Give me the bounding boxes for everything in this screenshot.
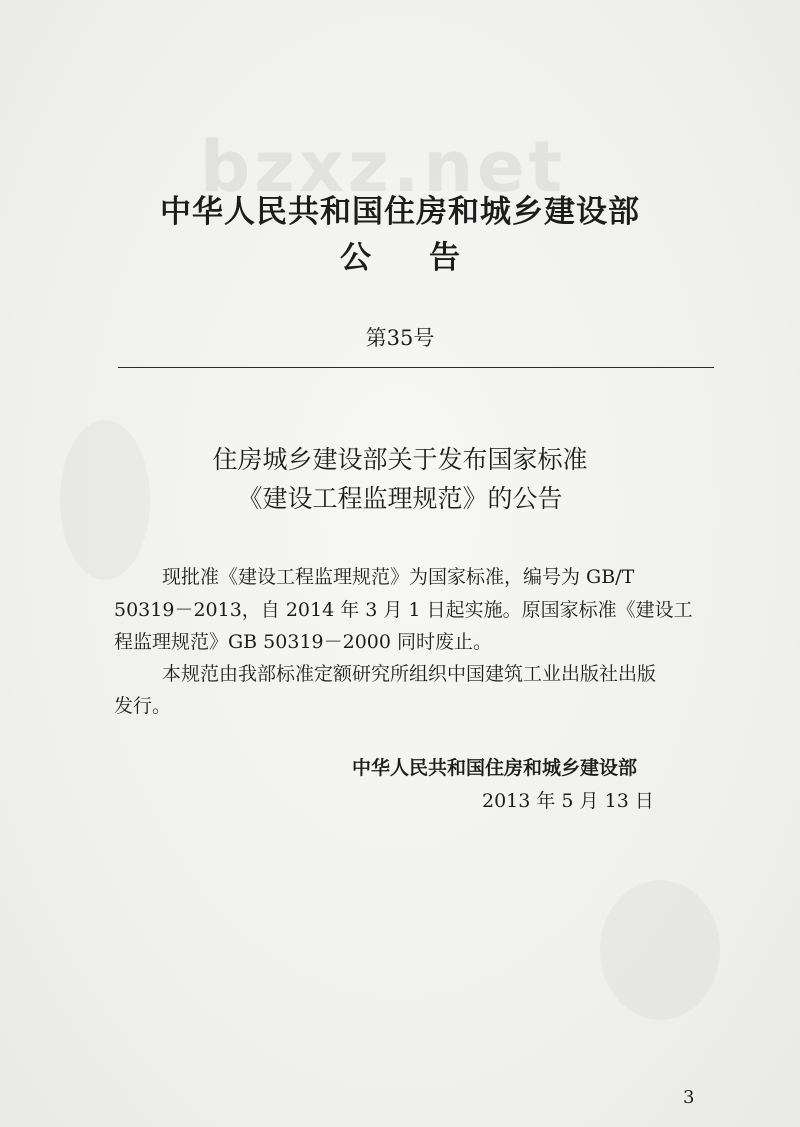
subject-line-2: 《建设工程监理规范》的公告	[237, 484, 563, 513]
body-paragraph-2-line-2: 发行。	[114, 695, 172, 717]
paper-stain	[600, 880, 720, 1020]
body-paragraph-1-line-3: 程监理规范》GB 50319－2000 同时废止。	[114, 631, 493, 653]
body-paragraph-1-line-1: 现批准《建设工程监理规范》为国家标准，编号为 GB/T	[162, 566, 635, 588]
signature-date: 2013 年 5 月 13 日	[482, 790, 654, 812]
body-paragraph-1-line-2: 50319－2013，自 2014 年 3 月 1 日起实施。原国家标准《建设工	[114, 599, 693, 621]
announcement-title: 公告	[340, 240, 518, 276]
document-number: 第35号	[365, 326, 435, 350]
signature-organization: 中华人民共和国住房和城乡建设部	[352, 757, 638, 779]
header-divider	[118, 367, 714, 368]
body-paragraph-2-line-1: 本规范由我部标准定额研究所组织中国建筑工业出版社出版	[162, 663, 657, 685]
subject-line-1: 住房城乡建设部关于发布国家标准	[212, 445, 588, 474]
watermark: bzxz.net	[200, 126, 567, 208]
ministry-title: 中华人民共和国住房和城乡建设部	[160, 194, 640, 230]
page-number: 3	[683, 1087, 695, 1108]
